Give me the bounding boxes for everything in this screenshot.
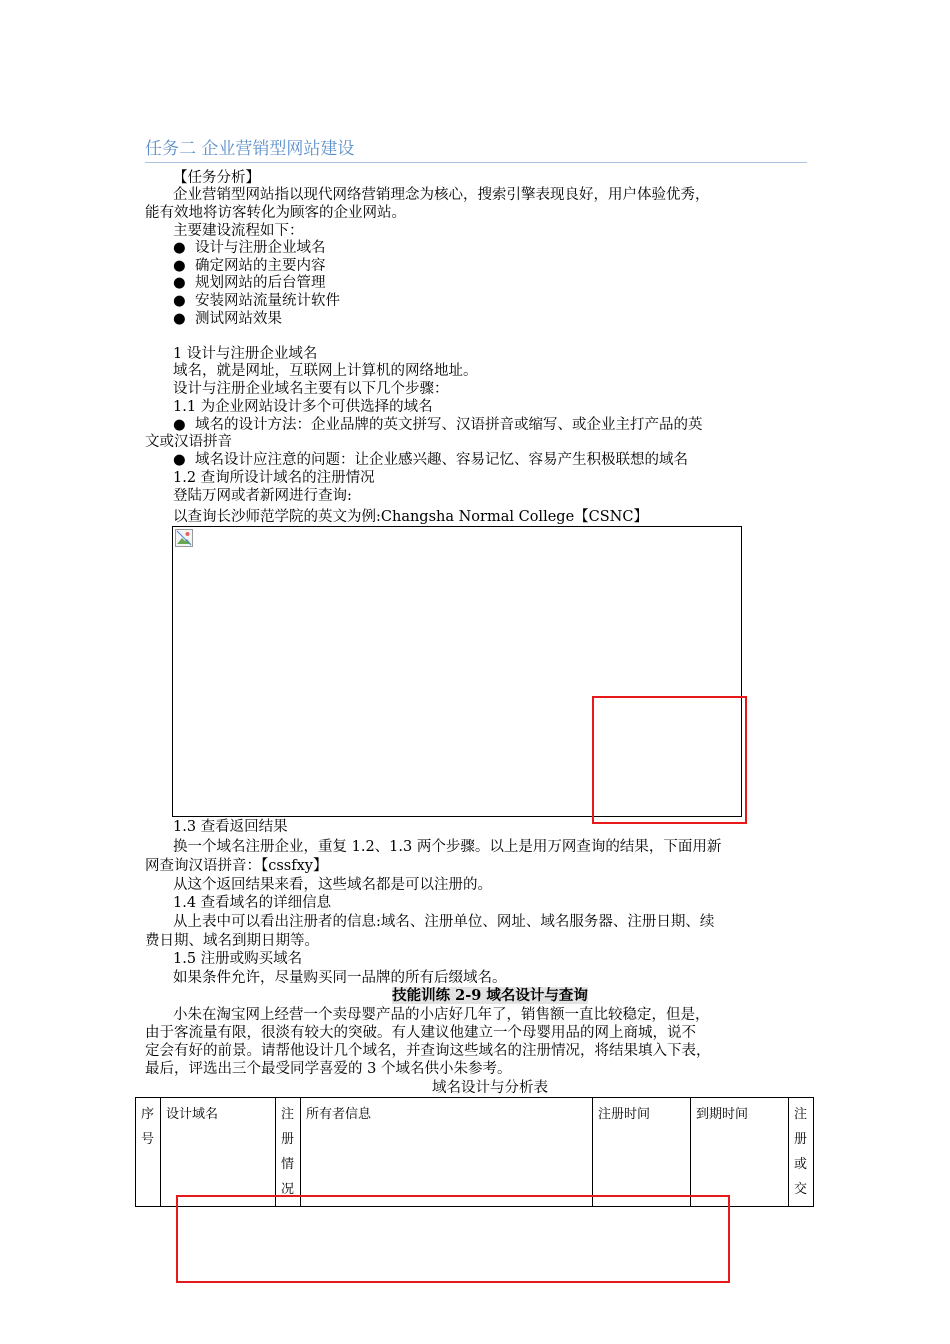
- list-item: ● 设计与注册企业域名: [173, 240, 326, 256]
- bullet-icon: ●: [173, 275, 186, 291]
- table-caption: 域名设计与分析表: [432, 1080, 548, 1096]
- paragraph: 费日期、域名到期日期等。: [145, 933, 319, 949]
- subheading: 1.2 查询所设计域名的注册情况: [173, 470, 375, 486]
- paragraph: 设计与注册企业域名主要有以下几个步骤：: [173, 381, 449, 397]
- subheading: 1.4 查看域名的详细信息: [173, 895, 332, 911]
- bullet-icon: ●: [173, 311, 186, 327]
- subheading: 1.3 查看返回结果: [173, 819, 288, 835]
- analysis-heading: 【任务分析】: [173, 170, 260, 186]
- paragraph: 定会有好的前景。请帮他设计几个域名，并查询这些域名的注册情况，将结果填入下表，: [145, 1043, 711, 1059]
- subheading: 1 设计与注册企业域名: [173, 346, 318, 362]
- skill-heading: 技能训练 2-9 域名设计与查询: [392, 987, 588, 1004]
- paragraph: 最后，评选出三个最受同学喜爱的 3 个域名供小朱参考。: [145, 1061, 512, 1077]
- list-item: ● 确定网站的主要内容: [173, 258, 326, 274]
- header-trade: 注 册 或 交: [789, 1098, 814, 1207]
- paragraph: 从上表中可以看出注册者的信息:域名、注册单位、网址、域名服务器、注册日期、续: [173, 914, 715, 930]
- domain-analysis-table: [135, 1097, 814, 1207]
- header-exp-date: 到期时间: [691, 1098, 789, 1207]
- paragraph: 企业营销型网站指以现代网络营销理念为核心，搜索引擎表现良好，用户体验优秀，: [173, 187, 710, 203]
- paragraph: 从这个返回结果来看，这些域名都是可以注册的。: [173, 877, 492, 893]
- bullet-icon: ●: [173, 293, 186, 309]
- paragraph: 由于客流量有限，很淡有较大的突破。有人建议他建立一个母婴用品的网上商城，说不: [145, 1025, 696, 1041]
- paragraph: 小朱在淘宝网上经营一个卖母婴产品的小店好几年了，销售额一直比较稳定，但是，: [173, 1007, 710, 1023]
- paragraph: 网查询汉语拼音：【cssfxy】: [145, 858, 328, 874]
- header-reg-date: 注册时间: [593, 1098, 691, 1207]
- subheading: 1.1 为企业网站设计多个可供选择的域名: [173, 399, 433, 415]
- paragraph: 换一个域名注册企业，重复 1.2、1.3 两个步骤。以上是用万网查询的结果，下面用新: [173, 839, 722, 855]
- header-domain: 设计域名: [161, 1098, 276, 1207]
- list-item: ● 域名的设计方法：企业品牌的英文拼写、汉语拼音或缩写、或企业主打产品的英: [173, 417, 703, 433]
- paragraph: 文或汉语拼音: [145, 434, 232, 450]
- header-status: 注 册 情 况: [276, 1098, 301, 1207]
- highlight-box: [176, 1195, 730, 1283]
- list-item: ● 安装网站流量统计软件: [173, 293, 340, 309]
- highlight-box: [592, 696, 747, 824]
- bullet-icon: ●: [173, 240, 186, 256]
- list-item: ● 测试网站效果: [173, 311, 282, 327]
- subheading: 1.5 注册或购买域名: [173, 951, 303, 967]
- list-item: ● 域名设计应注意的问题：让企业感兴趣、容易记忆、容易产生积极联想的域名: [173, 452, 688, 468]
- paragraph: 如果条件允许，尽量购买同一品牌的所有后缀域名。: [173, 970, 507, 986]
- list-item: ● 规划网站的后台管理: [173, 275, 326, 291]
- paragraph: 以查询长沙师范学院的英文为例:Changsha Normal College【CSNC】: [173, 509, 648, 525]
- bullet-icon: ●: [173, 452, 186, 468]
- header-seq: 序 号: [136, 1098, 161, 1207]
- paragraph: 能有效地将访客转化为顾客的企业网站。: [145, 205, 406, 221]
- header-owner: 所有者信息: [301, 1098, 593, 1207]
- paragraph: 域名，就是网址，互联网上计算机的网络地址。: [173, 363, 478, 379]
- paragraph: 登陆万网或者新网进行查询:: [173, 488, 352, 504]
- flow-intro: 主要建设流程如下：: [173, 223, 304, 239]
- broken-image-icon: [175, 529, 193, 547]
- bullet-icon: ●: [173, 417, 186, 433]
- section-title: 任务二 企业营销型网站建设: [145, 137, 807, 163]
- bullet-icon: ●: [173, 258, 186, 274]
- table-header-row: [136, 1098, 814, 1207]
